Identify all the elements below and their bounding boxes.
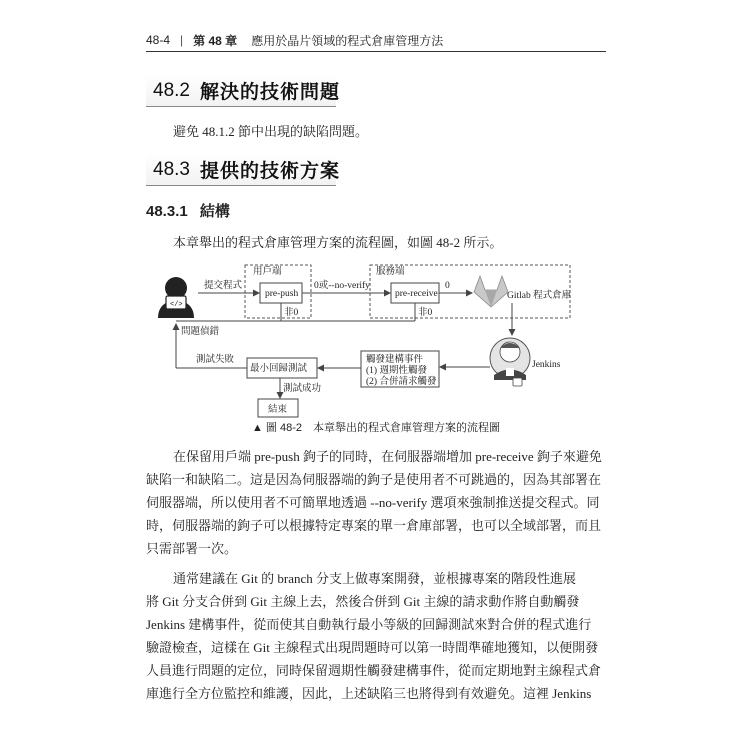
- test-failed-label: 測試失敗: [196, 355, 235, 365]
- paragraph-line: 驗證檢查，這樣在 Git 主線程式出現問題時可以第一時間準確地獲知，以便開發: [146, 640, 599, 655]
- server-group-label: 服務端: [376, 267, 405, 277]
- subsection-intro: 本章舉出的程式倉庫管理方案的流程圖，如圖 48-2 所示。: [173, 235, 503, 250]
- svg-text:</>: </>: [170, 301, 183, 309]
- paragraph-line: Jenkins 建構事件，從而使其自動執行最小等級的回歸測試來對合併的程式進行: [146, 617, 592, 632]
- paragraph-line: 人員進行問題的定位，同時保留週期性觸發建構事件，從而定期地對主線程式倉: [146, 663, 602, 678]
- problem-locate-label: 問題偵錯: [181, 327, 220, 337]
- section-title: 提供的技術方案: [199, 161, 340, 182]
- subsection-number: 48.3.1: [146, 203, 188, 220]
- paragraph-line: 庫進行全方位監控和維護，因此，上述缺陷三也將得到有效避免。這裡 Jenkins: [146, 686, 592, 701]
- test-success-label: 測試成功: [283, 384, 322, 394]
- client-group-label: 用戶端: [253, 267, 282, 277]
- chapter-title: 應用於晶片領域的程式倉庫管理方法: [251, 33, 444, 48]
- trigger-merge-request: (2) 合併請求觸發: [366, 377, 437, 387]
- subsection-title: 結構: [199, 203, 230, 220]
- server-nonzero-label: 非0: [418, 308, 433, 318]
- page-number: 48-4: [146, 33, 171, 47]
- figure-caption: ▲ 圖 48-2 本章舉出的程式倉庫管理方案的流程圖: [251, 422, 500, 434]
- developer-icon: [158, 277, 194, 318]
- paragraph-line: 伺服器端，所以使用者不可簡單地透過 --no-verify 選項來強制推送提交程式。同: [146, 495, 600, 510]
- paragraph-line: 缺陷一和缺陷二。這是因為伺服器端的鉤子是使用者不可跳過的，因為其部署在: [146, 472, 602, 487]
- noverify-label: 0或--no-verify: [314, 281, 370, 291]
- zero-label: 0: [445, 281, 450, 291]
- paragraph-line: 通常建議在 Git 的 branch 分支上做專案開發，並根據專案的階段性進展: [173, 571, 576, 586]
- jenkins-label: Jenkins: [532, 360, 561, 370]
- chapter-label: 第 48 章: [193, 33, 238, 48]
- section-title: 解決的技術問題: [199, 82, 340, 103]
- trigger-title: 觸發建構事件: [366, 355, 424, 365]
- gitlab-icon: [474, 276, 508, 307]
- min-regression-label: 最小回歸測試: [250, 364, 308, 374]
- section-number: 48.3: [153, 158, 190, 180]
- paragraph-line: 在保留用戶端 pre-push 鉤子的同時，在伺服器端增加 pre-receive 鉤子來避免: [173, 449, 602, 464]
- section-number: 48.2: [153, 79, 190, 101]
- section-48-2-body: 避免 48.1.2 節中出現的缺陷問題。: [173, 124, 369, 139]
- jenkins-icon: [490, 338, 530, 386]
- submit-label: 提交程式: [204, 281, 243, 291]
- paragraph-line: 只需部署一次。: [146, 541, 238, 556]
- prereceive-label: pre-receive: [395, 289, 438, 299]
- header-separator: |: [180, 33, 184, 47]
- paragraph-line: 時，伺服器端的鉤子可以根據特定專案的單一倉庫部署，也可以全域部署，而且: [146, 518, 602, 533]
- end-label: 結束: [268, 405, 288, 415]
- gitlab-label: Gitlab 程式倉庫: [507, 291, 572, 301]
- prepush-label: pre-push: [265, 289, 299, 299]
- paragraph-line: 將 Git 分支合併到 Git 主線上去，然後合併到 Git 主線的請求動作將自動觸發: [146, 594, 580, 609]
- client-nonzero-label: 非0: [284, 308, 299, 318]
- trigger-periodic: (1) 週期性觸發: [366, 366, 427, 376]
